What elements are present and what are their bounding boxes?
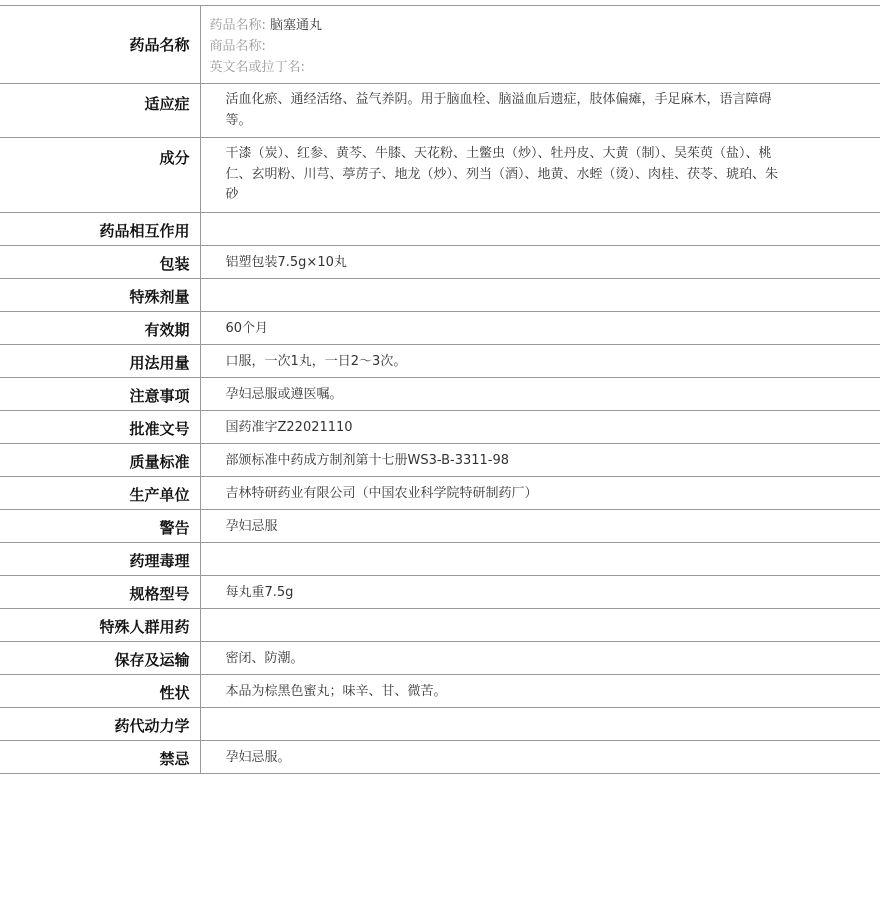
- english-name-line: [210, 57, 880, 78]
- row-value: 每丸重7.5g: [200, 575, 880, 608]
- drug-name-key: 药品名称:: [209, 18, 266, 33]
- row-value: 铝塑包装7.5g×10丸: [200, 245, 880, 278]
- row-value: 孕妇忌服。: [200, 740, 880, 773]
- table-row-quality-standard: [0, 443, 880, 476]
- row-value-text: 干漆（炭）、红参、黄芩、牛膝、天花粉、土鳖虫（炒）、牡丹皮、大黄（制）、吴茱萸（盐）、桃仁、玄明粉、川芎、葶苈子、地龙（炒）、列当（酒）、地黄、水蛭（烫）、肉桂、茯苓、琥珀、朱砂: [225, 146, 779, 202]
- row-value: [200, 707, 880, 740]
- row-label: 特殊剂量: [0, 278, 200, 311]
- drug-name-value: 脑塞通丸: [270, 18, 323, 33]
- table-row-special-populations: [0, 608, 880, 641]
- row-label: 注意事项: [0, 377, 200, 410]
- row-label: 药理毒理: [0, 542, 200, 575]
- row-label: 规格型号: [0, 575, 200, 608]
- row-value: [200, 84, 880, 138]
- row-label: 警告: [0, 509, 200, 542]
- table-row-package: [0, 245, 880, 278]
- row-value: 吉林特研药业有限公司（中国农业科学院特研制药厂）: [200, 476, 880, 509]
- table-row-warning: [0, 509, 880, 542]
- row-label: 保存及运输: [0, 641, 200, 674]
- table-row-storage: [0, 641, 880, 674]
- table-row-specification: [0, 575, 880, 608]
- table-row-approval-number: [0, 410, 880, 443]
- table-row-precautions: [0, 377, 880, 410]
- row-value: 本品为棕黑色蜜丸；味辛、甘、微苦。: [200, 674, 880, 707]
- row-value-text: 活血化瘀、通经活络、益气养阴。用于脑血栓、脑溢血后遗症，肢体偏瘫，手足麻木，语言障碍等。: [225, 92, 772, 128]
- table-row-contraindications: [0, 740, 880, 773]
- row-label: 禁忌: [0, 740, 200, 773]
- row-value: 部颁标准中药成方制剂第十七册WS3-B-3311-98: [200, 443, 880, 476]
- trade-name-key: 商品名称:: [209, 39, 266, 54]
- row-label: 有效期: [0, 311, 200, 344]
- row-value: 国药准字Z22021110: [200, 410, 880, 443]
- table-row-shelf-life: [0, 311, 880, 344]
- table-row-ingredients: [0, 138, 880, 213]
- row-label: 适应症: [0, 84, 200, 138]
- row-label: 包装: [0, 245, 200, 278]
- row-value: 口服，一次1丸，一日2～3次。: [200, 344, 880, 377]
- row-value: 孕妇忌服: [200, 509, 880, 542]
- row-label: 生产单位: [0, 476, 200, 509]
- table-row-indications: [0, 84, 880, 138]
- row-label: 药品相互作用: [0, 212, 200, 245]
- row-value: [200, 608, 880, 641]
- drug-name-line: [210, 15, 880, 36]
- row-label: 成分: [0, 138, 200, 213]
- row-value: 密闭、防潮。: [200, 641, 880, 674]
- table-row-pharmacology: [0, 542, 880, 575]
- row-value: 60个月: [200, 311, 880, 344]
- row-value: [200, 542, 880, 575]
- table-row-pharmacokinetics: [0, 707, 880, 740]
- row-label: 质量标准: [0, 443, 200, 476]
- row-label: 药代动力学: [0, 707, 200, 740]
- row-value: [200, 278, 880, 311]
- row-value: [200, 138, 880, 213]
- table-row-drug-name: [0, 6, 880, 84]
- table-row-interactions: [0, 212, 880, 245]
- row-label: 性状: [0, 674, 200, 707]
- english-name-key: 英文名或拉丁名:: [209, 60, 305, 75]
- table-row-dosage: [0, 344, 880, 377]
- row-value: 孕妇忌服或遵医嘱。: [200, 377, 880, 410]
- table-row-manufacturer: [0, 476, 880, 509]
- table-row-description: [0, 674, 880, 707]
- drug-info-table: [0, 5, 880, 774]
- row-label: 特殊人群用药: [0, 608, 200, 641]
- row-label: 用法用量: [0, 344, 200, 377]
- name-cell: [200, 6, 880, 84]
- row-label: 药品名称: [0, 6, 200, 84]
- row-value: [200, 212, 880, 245]
- trade-name-line: [210, 36, 880, 57]
- row-label: 批准文号: [0, 410, 200, 443]
- table-row-special-dosage: [0, 278, 880, 311]
